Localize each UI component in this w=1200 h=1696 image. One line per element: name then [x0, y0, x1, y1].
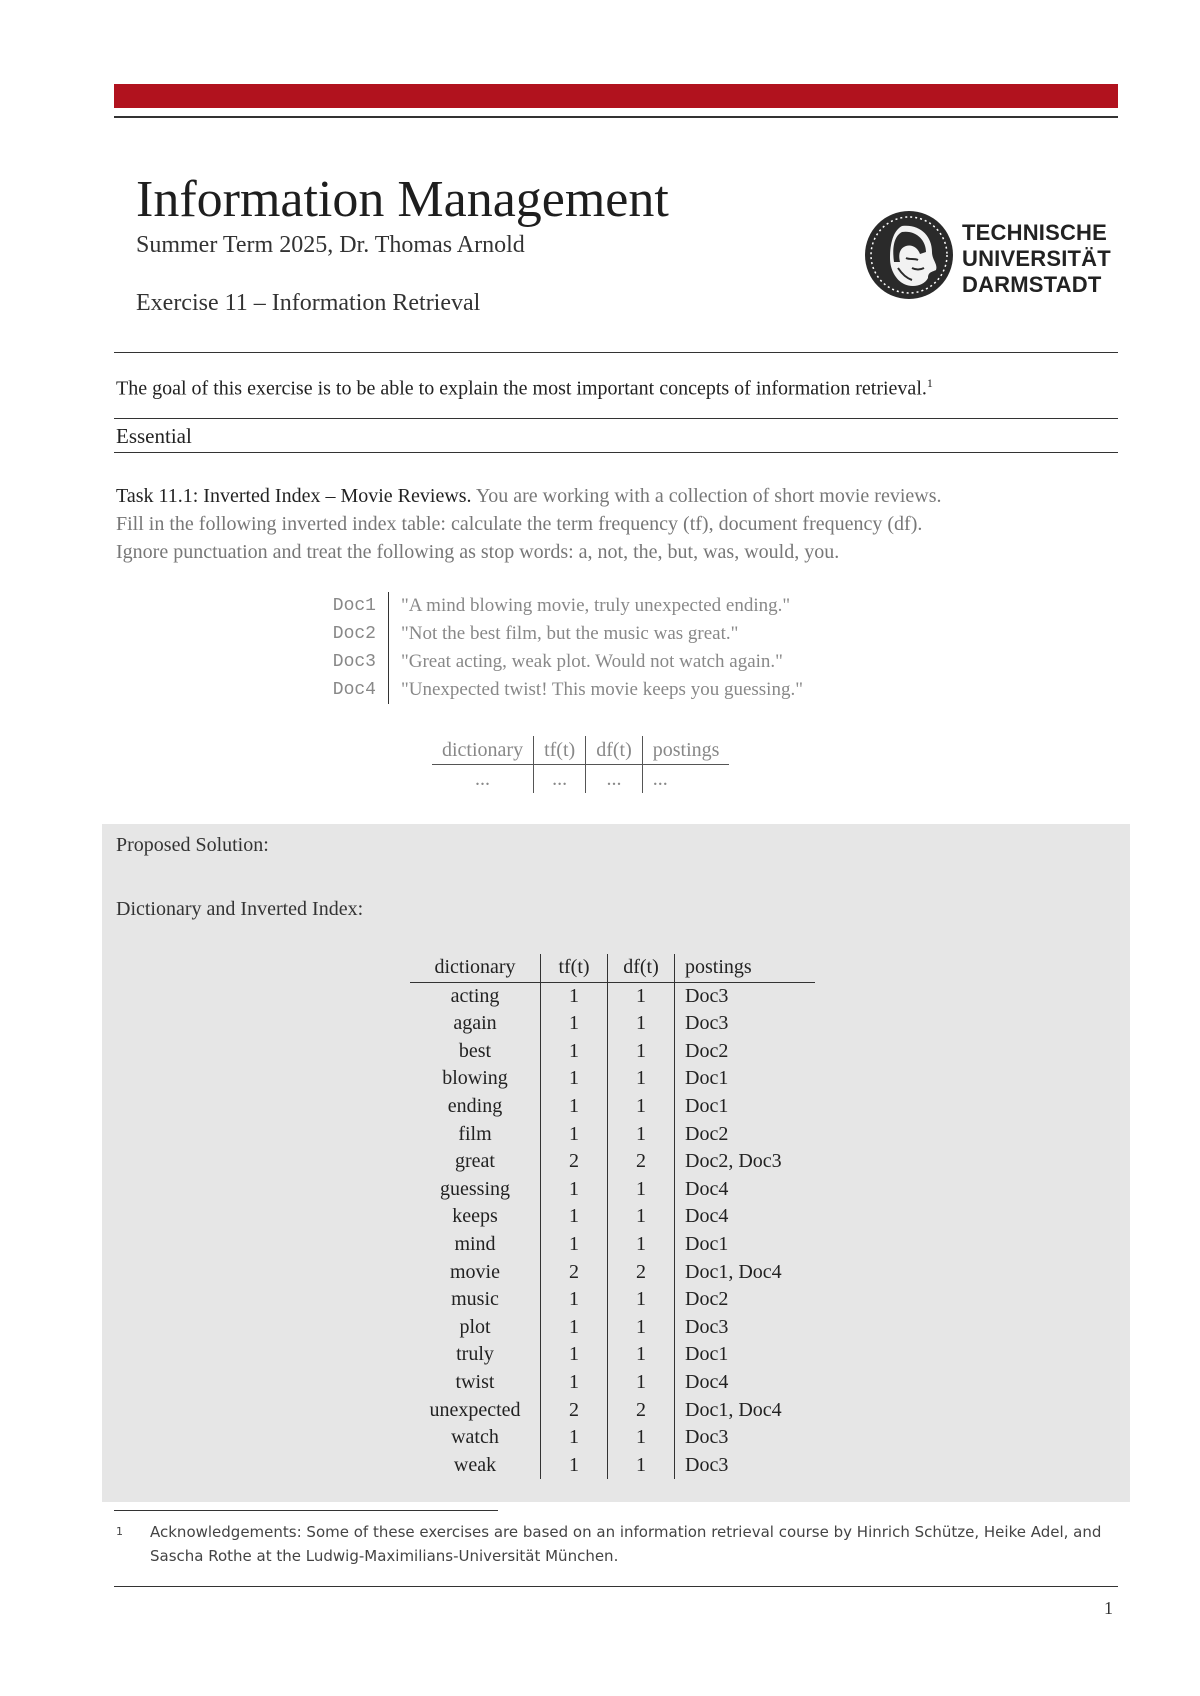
df-cell: 1 [608, 1369, 675, 1397]
postings-cell: Doc3 [675, 1314, 816, 1342]
tf-cell: 1 [541, 1286, 608, 1314]
term-cell: film [458, 1122, 492, 1145]
tf-cell: 1 [541, 1038, 608, 1066]
table-row [410, 1038, 815, 1066]
table-cell-placeholder: ... [475, 768, 491, 790]
term-cell: mind [454, 1232, 496, 1255]
df-cell: 1 [608, 1203, 675, 1231]
table-header: dictionary [432, 736, 534, 765]
section-rule [114, 452, 1118, 453]
section-rule [114, 352, 1118, 353]
postings-cell: Doc1, Doc4 [675, 1397, 816, 1425]
tf-cell: 1 [541, 1121, 608, 1149]
postings-cell: Doc1 [675, 1231, 816, 1259]
tf-cell: 1 [541, 1231, 608, 1259]
empty-index-table [432, 736, 729, 793]
postings-cell: Doc4 [675, 1176, 816, 1204]
tf-cell: 1 [541, 1176, 608, 1204]
goal-statement [116, 376, 933, 401]
postings-cell: Doc2 [675, 1121, 816, 1149]
table-row [410, 1203, 815, 1231]
solution-label: Proposed Solution: [116, 834, 269, 856]
table-header: dictionary [410, 954, 541, 982]
logo-line-1: TECHNISCHE [962, 220, 1108, 245]
tf-cell: 1 [541, 982, 608, 1010]
df-cell: 1 [608, 1065, 675, 1093]
term-cell: weak [453, 1453, 497, 1476]
logo-wordmark [962, 220, 1111, 298]
term-cell: acting [450, 984, 500, 1007]
term-cell: guessing [440, 1177, 510, 1200]
goal-text: The goal of this exercise is to be able to explain the most important concepts of information retrieval. [116, 377, 927, 400]
document-text: "A mind blowing movie, truly unexpected ending." [401, 595, 791, 616]
footnote [116, 1520, 1120, 1568]
table-row [410, 1176, 815, 1204]
document-id: Doc2 [300, 620, 389, 648]
exercise-title: Exercise 11 – Information Retrieval [136, 290, 481, 316]
table-header: postings [675, 954, 816, 982]
tf-cell: 1 [541, 1424, 608, 1452]
table-header: df(t) [608, 954, 675, 982]
term-cell: plot [459, 1315, 491, 1338]
footnote-text: Acknowledgements: Some of these exercises are based on an information retrieval course by Hinrich Schütze, Heike Adel, and Sascha Rothe at the Ludwig-Maximilians-Universität München. [150, 1523, 1102, 1565]
df-cell: 1 [608, 1010, 675, 1038]
tf-cell: 2 [541, 1259, 608, 1287]
tf-cell: 1 [541, 1093, 608, 1121]
page-subtitle: Summer Term 2025, Dr. Thomas Arnold [136, 232, 525, 258]
athena-seal-icon [862, 208, 956, 302]
table-cell-placeholder: ... [642, 765, 729, 794]
task-text-line-1: You are working with a collection of short movie reviews. [471, 485, 942, 507]
postings-cell: Doc1 [675, 1341, 816, 1369]
table-row [410, 1452, 815, 1480]
table-row [410, 1121, 815, 1149]
goal-footnote-mark[interactable]: 1 [926, 376, 933, 390]
df-cell: 2 [608, 1259, 675, 1287]
document-text: "Not the best film, but the music was great." [401, 623, 739, 644]
task-text-line-2: Fill in the following inverted index table: calculate the term frequency (tf), document frequency (df). [116, 513, 923, 535]
postings-cell: Doc4 [675, 1203, 816, 1231]
df-cell: 1 [608, 1314, 675, 1342]
table-row [410, 1010, 815, 1038]
term-cell: again [453, 1012, 497, 1035]
logo-line-3: DARMSTADT [962, 272, 1102, 297]
section-rule [114, 418, 1118, 419]
document-row [300, 620, 803, 648]
document-text: "Unexpected twist! This movie keeps you guessing." [401, 679, 803, 700]
postings-cell: Doc3 [675, 1424, 816, 1452]
document-id: Doc4 [300, 676, 389, 704]
table-header: tf(t) [534, 736, 586, 765]
footnote-mark: 1 [116, 1525, 123, 1538]
df-cell: 1 [608, 1093, 675, 1121]
table-row [410, 1369, 815, 1397]
table-cell-placeholder: ... [534, 765, 586, 794]
tf-cell: 1 [541, 1203, 608, 1231]
table-row [410, 1231, 815, 1259]
solution-dictionary-label: Dictionary and Inverted Index: [116, 898, 364, 920]
logo-line-2: UNIVERSITÄT [962, 246, 1111, 271]
table-row [410, 1093, 815, 1121]
df-cell: 1 [608, 1286, 675, 1314]
postings-cell: Doc1 [675, 1065, 816, 1093]
postings-cell: Doc3 [675, 1010, 816, 1038]
document-row [300, 592, 803, 620]
table-header: df(t) [586, 736, 643, 765]
table-cell-placeholder: ... [586, 765, 643, 794]
df-cell: 1 [608, 1231, 675, 1259]
table-row [410, 1314, 815, 1342]
task-description [116, 482, 1126, 566]
table-header: tf(t) [541, 954, 608, 982]
term-cell: unexpected [429, 1398, 521, 1421]
inverted-index-body [410, 982, 815, 1479]
section-label: Essential [116, 424, 192, 448]
inverted-index-table [410, 954, 815, 1479]
postings-cell: Doc2 [675, 1286, 816, 1314]
postings-cell: Doc1 [675, 1093, 816, 1121]
table-row [410, 1148, 815, 1176]
df-cell: 1 [608, 982, 675, 1010]
postings-cell: Doc3 [675, 982, 816, 1010]
document-id: Doc1 [300, 592, 389, 620]
tf-cell: 1 [541, 1065, 608, 1093]
document-row [300, 676, 803, 704]
document-id: Doc3 [300, 648, 389, 676]
table-row [410, 1065, 815, 1093]
df-cell: 1 [608, 1176, 675, 1204]
term-cell: ending [447, 1094, 503, 1117]
df-cell: 1 [608, 1341, 675, 1369]
term-cell: best [458, 1039, 492, 1062]
term-cell: music [451, 1288, 499, 1311]
df-cell: 2 [608, 1397, 675, 1425]
page-number: 1 [1104, 1598, 1113, 1618]
table-row [410, 1286, 815, 1314]
table-row [410, 982, 815, 1010]
term-cell: blowing [442, 1067, 508, 1090]
table-row [410, 1397, 815, 1425]
postings-cell: Doc4 [675, 1369, 816, 1397]
document-text: "Great acting, weak plot. Would not watch again." [401, 651, 783, 672]
task-text-line-3: Ignore punctuation and treat the following as stop words: a, not, the, but, was, would, you. [116, 541, 840, 563]
table-row [410, 1259, 815, 1287]
term-cell: twist [455, 1370, 495, 1393]
term-cell: great [455, 1150, 495, 1173]
df-cell: 2 [608, 1148, 675, 1176]
table-row [410, 1341, 815, 1369]
df-cell: 1 [608, 1121, 675, 1149]
tf-cell: 1 [541, 1341, 608, 1369]
tf-cell: 1 [541, 1314, 608, 1342]
term-cell: truly [456, 1343, 494, 1366]
df-cell: 1 [608, 1038, 675, 1066]
header-accent-bar [114, 84, 1118, 108]
header-rule [114, 116, 1118, 118]
tf-cell: 2 [541, 1397, 608, 1425]
term-cell: movie [450, 1260, 500, 1283]
tf-cell: 2 [541, 1148, 608, 1176]
tf-cell: 1 [541, 1452, 608, 1480]
postings-cell: Doc2, Doc3 [675, 1148, 816, 1176]
university-logo [862, 208, 1122, 308]
postings-cell: Doc2 [675, 1038, 816, 1066]
term-cell: watch [451, 1426, 499, 1449]
df-cell: 1 [608, 1424, 675, 1452]
page-title: Information Management [136, 171, 669, 228]
df-cell: 1 [608, 1452, 675, 1480]
document-row [300, 648, 803, 676]
solution-box [102, 824, 1130, 1502]
task-heading: Task 11.1: Inverted Index – Movie Reviews. [116, 485, 472, 507]
table-row [410, 1424, 815, 1452]
table-header: postings [642, 736, 729, 765]
footnote-rule [114, 1510, 498, 1511]
postings-cell: Doc1, Doc4 [675, 1259, 816, 1287]
tf-cell: 1 [541, 1369, 608, 1397]
tf-cell: 1 [541, 1010, 608, 1038]
footer-rule [114, 1586, 1118, 1587]
term-cell: keeps [452, 1205, 498, 1228]
document-list [300, 592, 803, 704]
postings-cell: Doc3 [675, 1452, 816, 1480]
